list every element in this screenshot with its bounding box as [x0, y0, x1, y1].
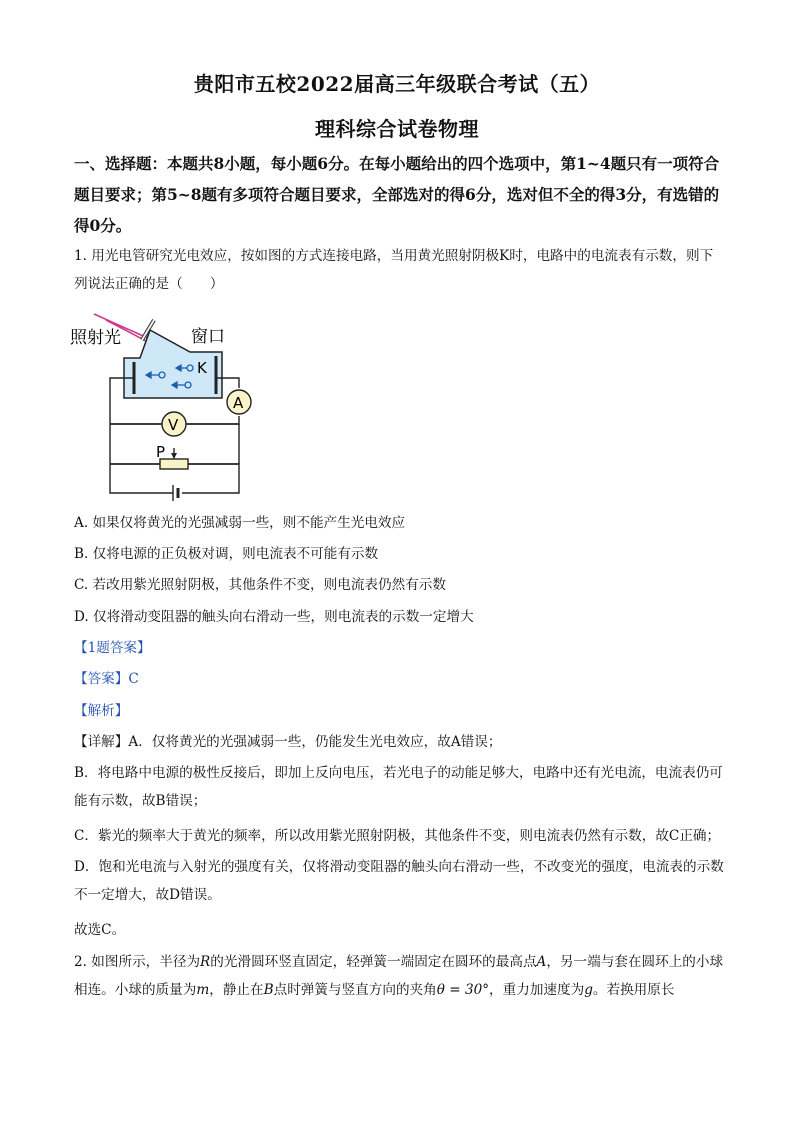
q1-option-c: C. 若改用紫光照射阴极，其他条件不变，则电流表仍然有示数 — [74, 577, 446, 593]
q2-var-g: g — [584, 982, 593, 998]
q1-detail-a: 【详解】A．仅将黄光的光强减弱一些，仍能发生光电效应，故A错误； — [74, 734, 502, 750]
exam-title: 贵阳市五校2022届高三年级联合考试（五） — [193, 72, 601, 96]
q2-stem — [74, 948, 726, 1004]
photoelectric-circuit-figure — [70, 312, 270, 502]
label-p: P — [156, 443, 166, 461]
q1-conclusion: 故选C。 — [74, 922, 126, 938]
q2-var-m: m — [196, 982, 210, 998]
q2-text-3: ，另一端与套在圆环上的小球相连。小球的质量为 — [74, 954, 724, 998]
exam-subtitle: 理科综合试卷物理 — [315, 117, 479, 141]
label-window: 窗口 — [191, 327, 225, 347]
q2-var-a: A — [536, 954, 547, 970]
q1-option-d: D. 仅将滑动变阻器的触头向右滑动一些，则电流表的示数一定增大 — [74, 609, 474, 625]
q1-answer: 【答案】C — [74, 671, 139, 687]
q1-detail-c: C．紫光的频率大于黄光的频率，所以改用紫光照射阴极，其他条件不变，则电流表仍然有示数，故C正确； — [74, 828, 721, 844]
q2-text-7: 。若换用原长 — [592, 982, 675, 998]
battery-icon — [173, 485, 178, 501]
q1-option-b: B. 仅将电源的正负极对调，则电流表不可能有示数 — [74, 546, 379, 562]
label-a: A — [233, 394, 244, 412]
q1-detail-d: D．饱和光电流与入射光的强度有关，仅将滑动变阻器的触头向右滑动一些，不改变光的强度，电流表的示数不一定增大，故D错误。 — [74, 859, 724, 903]
q1-detail-b: B．将电路中电源的极性反接后，即加上反向电压，若光电子的动能足够大，电路中还有光电流，电流表仍可能有示数，故B错误； — [74, 765, 723, 809]
q2-text-1: 2. 如图所示，半径为 — [74, 954, 201, 970]
q2-var-r: R — [200, 954, 211, 970]
q2-text-6: ，重力加速度为 — [489, 982, 585, 998]
q1-stem: 1. 用光电管研究光电效应，按如图的方式连接电路，当用黄光照射阴极K时，电路中的电流表有示数，则下列说法正确的是（ ） — [74, 248, 714, 292]
q1-answer-tag: 【1题答案】 — [74, 640, 151, 656]
q2-text-2: 的光滑圆环竖直固定，轻弹簧一端固定在圆环的最高点 — [210, 954, 537, 970]
label-k: K — [197, 359, 207, 377]
q2-angle: θ = 30° — [436, 982, 490, 998]
q1-analysis-tag: 【解析】 — [74, 703, 129, 719]
q2-text-5: 点时弹簧与竖直方向的夹角 — [273, 982, 437, 998]
q1-option-a: A. 如果仅将黄光的光强减弱一些，则不能产生光电效应 — [74, 515, 406, 531]
q2-var-b: B — [263, 982, 274, 998]
q2-text-4: ，静止在 — [209, 982, 264, 998]
section-heading: 一、选择题：本题共8小题，每小题6分。在每小题给出的四个选项中，第1~4题只有一项符合题目要求；第5~8题有多项符合题目要求，全部选对的得6分，选对但不全的得3分，有选错的得0分。 — [74, 154, 720, 235]
label-light: 照射光 — [70, 328, 121, 348]
label-v: V — [168, 416, 179, 434]
